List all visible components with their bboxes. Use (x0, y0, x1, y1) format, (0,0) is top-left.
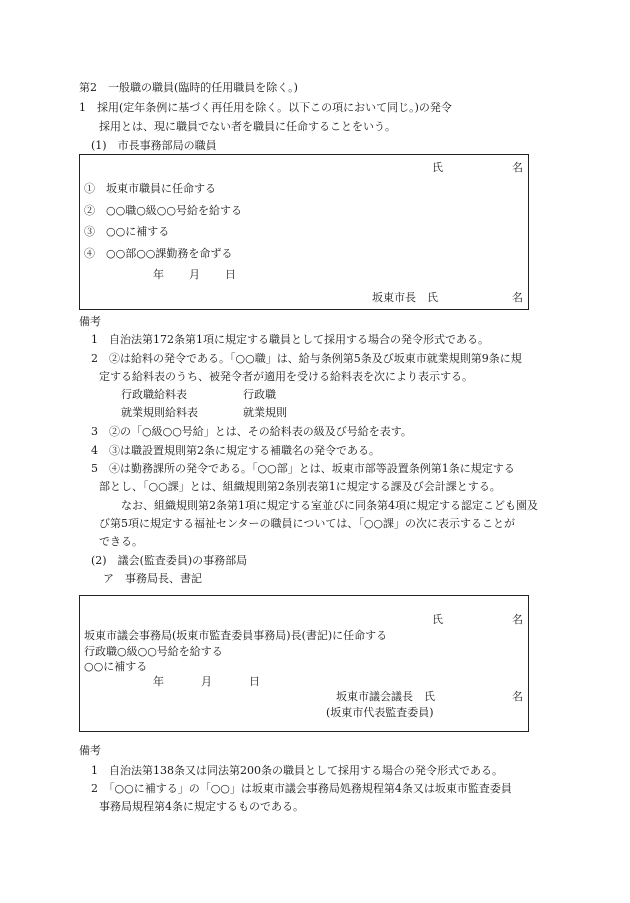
name-label-shi: 氏 (432, 161, 443, 174)
table-r1-a: 行政職給料表 (121, 388, 187, 401)
date-month: 月 (189, 268, 200, 281)
issuer-alt: (坂東市代表監査委員) (326, 706, 434, 719)
appointment-form-assembly (79, 595, 529, 732)
note-5c: なお、組織規則第2条第1項に規定する室並びに同条第4項に規定する認定こども園及 (121, 499, 538, 512)
form-line-1: ① 坂東市職員に任命する (84, 182, 216, 195)
form-line-4: ④ ○○部○○課勤務を命ずる (84, 247, 233, 260)
part2-heading: (2) 議会(監査委員)の事務部局 (91, 554, 248, 567)
part1-heading: (1) 市長事務部局の職員 (91, 139, 217, 152)
note-5b: 部とし、「○○課」とは、組織規則第2条別表第1に規定する課及び会計課とする。 (99, 480, 501, 493)
note-5d: び第5項に規定する福祉センターの職員については、「○○課」の次に表示することが (99, 517, 516, 530)
date-day: 日 (249, 675, 260, 688)
name-label-mei: 名 (512, 161, 523, 174)
part2-subheading: ア 事務局長、書記 (103, 572, 202, 585)
form-line-2: 行政職○級○○号給を給する (84, 645, 223, 658)
note-1: 1 自治法第138条又は同法第200条の職員として採用する場合の発令形式である。 (91, 764, 503, 777)
form-line-3: ③ ○○に補する (84, 225, 170, 238)
date-day: 日 (225, 268, 236, 281)
issuer-mei: 名 (512, 291, 523, 304)
note-4: 4 ③は職設置規則第2条に規定する補職名の発令である。 (91, 444, 380, 457)
date-year: 年 (153, 675, 164, 688)
notes-heading: 備考 (79, 744, 101, 757)
note-2b: 事務局規程第4条に規定するものである。 (99, 800, 304, 813)
form-line-2: ② ○○職○級○○号給を給する (84, 204, 242, 217)
table-r1-b: 行政職 (243, 388, 276, 401)
table-r2-a: 就業規則給料表 (121, 406, 198, 419)
date-year: 年 (153, 268, 164, 281)
table-r2-b: 就業規則 (243, 406, 287, 419)
appointment-form-mayor (79, 154, 529, 310)
note-5e: できる。 (99, 535, 143, 548)
date-month: 月 (201, 675, 212, 688)
notes-heading: 備考 (79, 315, 101, 328)
note-1: 1 自治法第172条第1項に規定する職員として採用する場合の発令形式である。 (91, 333, 489, 346)
item1-definition: 採用とは、現に職員でない者を職員に任命することをいう。 (99, 120, 396, 133)
note-2a: 2 「○○に補する」の「○○」は坂東市議会事務局処務規程第4条又は坂東市監査委員 (91, 782, 512, 795)
section-title: 第2 一般職の職員(臨時的任用職員を除く。) (79, 81, 298, 94)
note-2b: 定する給料表のうち、被発令者が適用を受ける給料表を次により表示する。 (99, 370, 473, 383)
form-line-3: ○○に補する (84, 660, 148, 673)
issuer: 坂東市長 氏 (372, 291, 438, 304)
name-label-mei: 名 (512, 613, 523, 626)
item1-heading: 1 採用(定年条例に基づく再任用を除く。以下この項において同じ。)の発令 (79, 101, 452, 114)
form-line-1: 坂東市議会事務局(坂東市監査委員事務局)長(書記)に任命する (84, 629, 388, 642)
issuer: 坂東市議会議長 氏 (336, 690, 435, 703)
note-5a: 5 ④は勤務課所の発令である。「○○部」とは、坂東市部等設置条例第1条に規定する (91, 462, 515, 475)
note-2a: 2 ②は給料の発令である。「○○職」は、給与条例第5条及び坂東市就業規則第9条に規 (91, 352, 522, 365)
name-label-shi: 氏 (432, 613, 443, 626)
issuer-mei: 名 (512, 690, 523, 703)
note-3: 3 ②の「○級○○号給」とは、その給料表の級及び号給を表す。 (91, 425, 412, 438)
